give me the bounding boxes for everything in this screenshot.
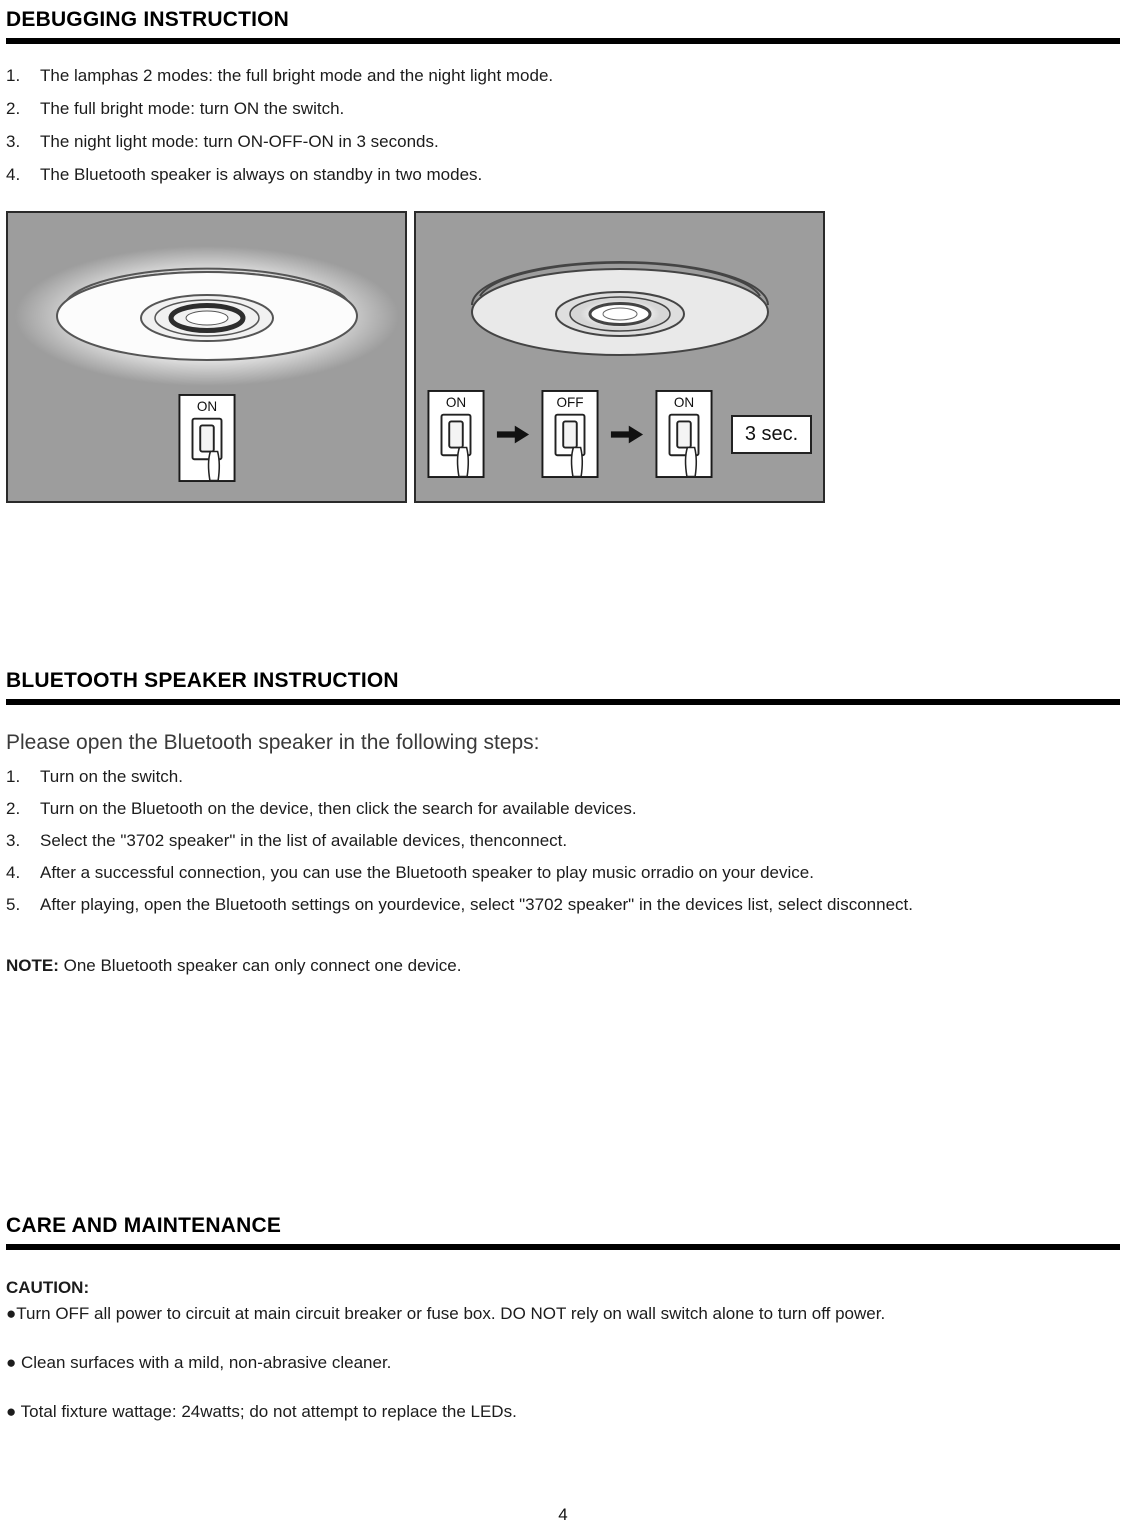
figure-full-bright-panel (6, 211, 407, 503)
bluetooth-heading: BLUETOOTH SPEAKER INSTRUCTION (6, 660, 1120, 705)
full-bright-switch-row (178, 393, 236, 483)
list-text: The lamphas 2 modes: the full bright mode and the night light mode. (40, 66, 554, 85)
list-number: 5. (6, 895, 21, 914)
switch-label: OFF (556, 394, 584, 410)
switch-on-icon (427, 389, 485, 479)
switch-label: ON (196, 398, 217, 414)
list-number: 3. (6, 132, 21, 151)
list-text: After a successful connection, you can use the Bluetooth speaker to play music orradio on your device. (40, 863, 814, 882)
list-text: The night light mode: turn ON-OFF-ON in 3 seconds. (40, 132, 439, 151)
list-number: 3. (6, 831, 21, 850)
note-text: One Bluetooth speaker can only connect one device. (58, 956, 462, 975)
night-light-lamp-illustration (418, 218, 822, 386)
arrow-right-icon (609, 422, 645, 447)
bluetooth-list (6, 767, 1120, 915)
arrow-right-icon (495, 422, 531, 447)
list-item (6, 895, 1120, 915)
switch-off-icon (541, 389, 599, 479)
note-line (6, 955, 1120, 977)
list-number: 1. (6, 767, 21, 786)
list-text: The Bluetooth speaker is always on standby in two modes. (40, 165, 483, 184)
list-number: 4. (6, 863, 21, 882)
page-number: 4 (558, 1505, 568, 1524)
list-text: Turn on the Bluetooth on the device, then click the search for available devices. (40, 799, 637, 818)
full-bright-lamp-illustration (9, 218, 405, 390)
list-number: 2. (6, 99, 21, 118)
night-light-switch-row (427, 389, 812, 479)
duration-label: 3 sec. (731, 415, 812, 454)
caution-bullet: ●Turn OFF all power to circuit at main circuit breaker or fuse box. DO NOT rely on wall switch alone to turn off power. (6, 1304, 886, 1323)
switch-on-icon (655, 389, 713, 479)
figure-night-light-panel (414, 211, 825, 503)
caution-block (6, 1276, 1120, 1423)
debugging-list (6, 66, 1120, 185)
list-item (6, 863, 1120, 883)
note-label: NOTE: (6, 956, 59, 975)
list-text: The full bright mode: turn ON the switch. (40, 99, 345, 118)
list-number: 4. (6, 165, 21, 184)
list-item (6, 799, 1120, 819)
list-item (6, 831, 1120, 851)
switch-label: ON (673, 394, 694, 410)
caution-label: CAUTION: (6, 1278, 90, 1297)
caution-bullet: ● Total fixture wattage: 24watts; do not attempt to replace the LEDs. (6, 1402, 517, 1421)
list-number: 1. (6, 66, 21, 85)
list-item (6, 165, 1120, 185)
list-item (6, 767, 1120, 787)
caution-bullet: ● Clean surfaces with a mild, non-abrasive cleaner. (6, 1353, 392, 1372)
bluetooth-intro: Please open the Bluetooth speaker in the following steps: (6, 731, 540, 754)
care-heading: CARE AND MAINTENANCE (6, 1205, 1120, 1250)
list-item (6, 66, 1120, 86)
list-text: After playing, open the Bluetooth settings on yourdevice, select "3702 speaker" in the devices list, select disconnect. (40, 895, 913, 914)
list-text: Select the "3702 speaker" in the list of available devices, thenconnect. (40, 831, 568, 850)
list-text: Turn on the switch. (40, 767, 183, 786)
list-number: 2. (6, 799, 21, 818)
switch-on-icon (178, 393, 236, 483)
mode-figure (6, 211, 1120, 503)
list-item (6, 99, 1120, 119)
debugging-heading: DEBUGGING INSTRUCTION (6, 0, 1120, 44)
list-item (6, 132, 1120, 152)
switch-label: ON (445, 394, 466, 410)
